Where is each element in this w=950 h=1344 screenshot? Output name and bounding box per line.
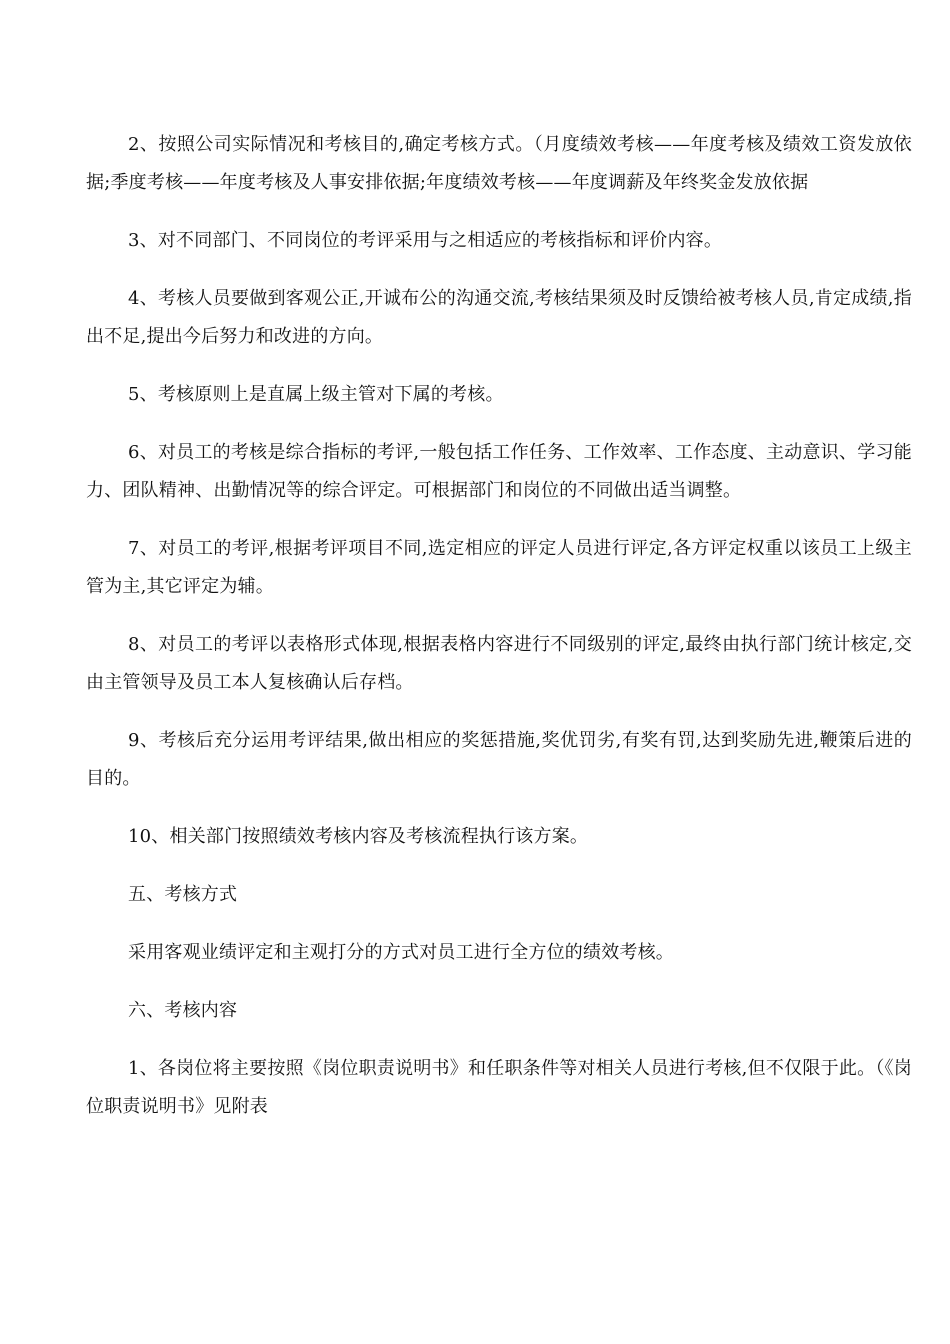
paragraph-assessment-method-text: 采用客观业绩评定和主观打分的方式对员工进行全方位的绩效考核。 — [128, 942, 674, 963]
section-heading-assessment-content: 六、考核内容 — [128, 1000, 238, 1021]
paragraph-item-2-assessment-method: 2、按照公司实际情况和考核目的,确定考核方式。（月度绩效考核——年度考核及绩效工资发放依据;季度考核——年度考核及人事安排依据;年度绩效考核——年度调薪及年终奖金发放依据 — [86, 134, 912, 193]
paragraph-item-9-results: 9、考核后充分运用考评结果,做出相应的奖惩措施,奖优罚劣,有奖有罚,达到奖励先进,鞭策后进的目的。 — [86, 730, 912, 789]
paragraph-content-item-1: 1、各岗位将主要按照《岗位职责说明书》和任职条件等对相关人员进行考核,但不仅限于此。（《岗位职责说明书》见附表 — [86, 1058, 912, 1117]
paragraph-item-10-execution: 10、相关部门按照绩效考核内容及考核流程执行该方案。 — [128, 826, 589, 847]
document-body — [86, 126, 912, 1146]
paragraph-item-6-comprehensive: 6、对员工的考核是综合指标的考评,一般包括工作任务、工作效率、工作态度、主动意识、学习能力、团队精神、出勤情况等的综合评定。可根据部门和岗位的不同做出适当调整。 — [86, 442, 912, 501]
paragraph-item-3-indicators: 3、对不同部门、不同岗位的考评采用与之相适应的考核指标和评价内容。 — [128, 230, 723, 251]
paragraph-item-5-supervisor: 5、考核原则上是直属上级主管对下属的考核。 — [128, 384, 504, 405]
section-heading-assessment-method: 五、考核方式 — [128, 884, 238, 905]
paragraph-item-4-objectivity: 4、考核人员要做到客观公正,开诚布公的沟通交流,考核结果须及时反馈给被考核人员,肯定成绩,指出不足,提出今后努力和改进的方向。 — [86, 288, 912, 347]
paragraph-item-8-forms: 8、对员工的考评以表格形式体现,根据表格内容进行不同级别的评定,最终由执行部门统计核定,交由主管领导及员工本人复核确认后存档。 — [86, 634, 912, 693]
paragraph-item-7-evaluators: 7、对员工的考评,根据考评项目不同,选定相应的评定人员进行评定,各方评定权重以该员工上级主管为主,其它评定为辅。 — [86, 538, 912, 597]
